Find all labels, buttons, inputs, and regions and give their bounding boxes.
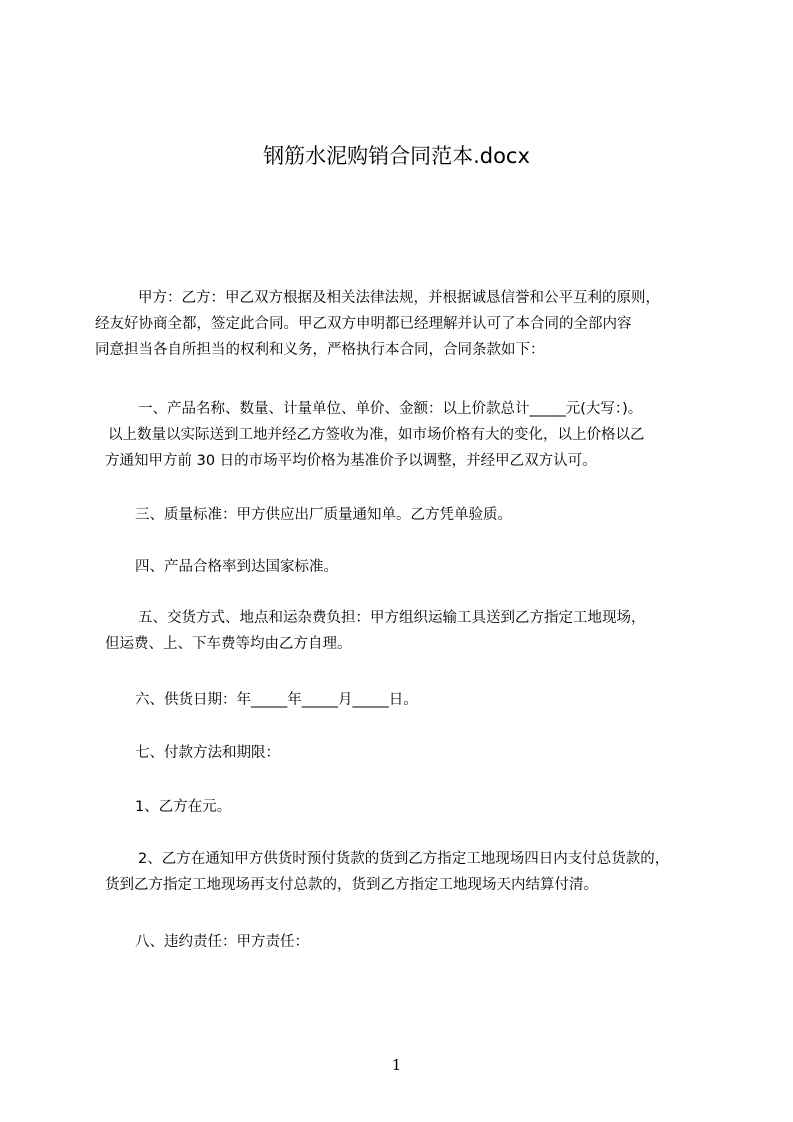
paragraph-line: 以上数量以实际送到工地并经乙方签收为准，如市场价格有大的变化，以上价格以乙 [108,427,645,443]
paragraph-line: 一、产品名称、数量、计量单位、单价、金额：以上价款总计_____元(大写：)。 [138,401,643,417]
paragraph-line: 四、产品合格率到达国家标准。 [135,559,338,575]
page-number: 1 [391,1056,402,1074]
document-title: 钢筋水泥购销合同范本.docx [263,144,530,168]
paragraph-clause-3 [0,502,512,528]
paragraph-line: 八、违约责任：甲方责任： [135,934,309,950]
paragraph-line: 经友好协商全都，签定此合同。甲乙双方申明都已经理解并认可了本合同的全部内容 [95,316,632,332]
paragraph-line: 货到乙方指定工地现场再支付总款的，货到乙方指定工地现场天内结算付清。 [105,877,598,893]
paragraph-line: 七、付款方法和期限： [135,745,280,761]
paragraph-line: 甲方：乙方：甲乙双方根据及相关法律法规，并根据诚恳信誉和公平互利的原则， [138,290,660,306]
paragraph-clause-5 [0,605,646,657]
paragraph-clause-4 [0,554,338,580]
paragraph-clause-7-1 [0,794,231,820]
paragraph-line: 六、供货日期：年_____年_____月_____日。 [135,692,418,708]
paragraph-line: 同意担当各自所担当的权利和义务，严格执行本合同，合同条款如下： [95,342,545,358]
paragraph-clause-6 [0,687,418,713]
paragraph-line: 三、质量标准：甲方供应出厂质量通知单。乙方凭单验质。 [135,507,512,523]
paragraph-line: 五、交货方式、地点和运杂费负担：甲方组织运输工具送到乙方指定工地现场， [138,610,646,626]
paragraph-line: 但运费、上、下车费等均由乙方自理。 [105,636,352,652]
paragraph-line: 方通知甲方前 30 日的市场平均价格为基准价予以调整，并经甲乙双方认可。 [105,453,597,469]
paragraph-clause-1 [0,396,645,474]
paragraph-intro [0,285,660,363]
paragraph-line: 2、乙方在通知甲方供货时预付货款的货到乙方指定工地现场四日内支付总货款的， [138,851,670,867]
paragraph-clause-7 [0,740,280,766]
paragraph-clause-7-2 [0,846,669,898]
paragraph-line: 1、乙方在元。 [135,799,232,815]
paragraph-clause-8 [0,929,309,955]
